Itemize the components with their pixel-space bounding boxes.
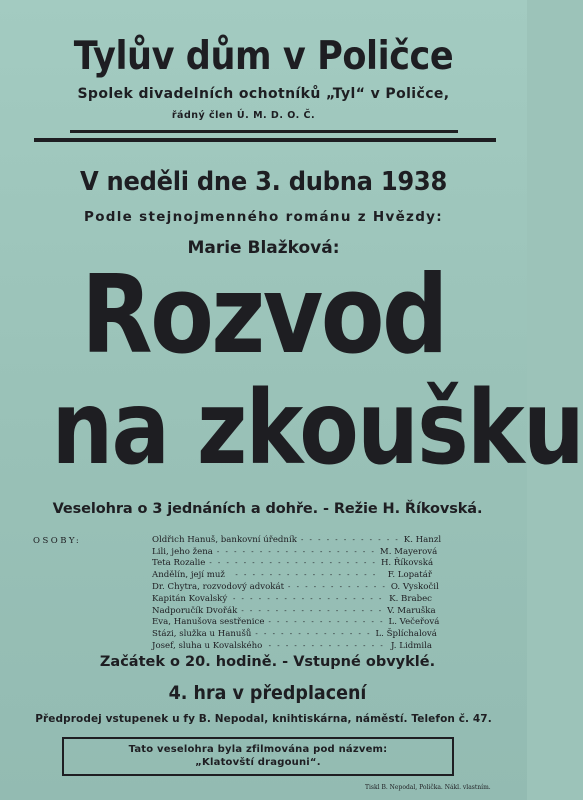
- cast-actor: M. Mayerová: [379, 546, 438, 557]
- cast-row: [152, 569, 432, 581]
- cast-actor: K. Hanzl: [403, 534, 442, 545]
- film-notice-box: [62, 737, 454, 776]
- presale-info: Předprodej vstupenek u fy B. Nepodal, knihtiskárna, náměstí. Telefon č. 47.: [35, 713, 492, 725]
- genre-and-director: Veselohra o 3 jednáních a dohře. - Režie H. Říkovská.: [52, 501, 483, 517]
- cast-actor: F. Lopatář: [387, 570, 432, 581]
- cast-row: [152, 558, 432, 570]
- cast-actor: O. Vyskočil: [390, 582, 439, 593]
- top-rule-thick: [34, 138, 496, 142]
- cast-row: [152, 534, 442, 546]
- cast-role: Andělín, její muž: [152, 570, 225, 581]
- play-title-line1: Rozvod: [81, 253, 446, 378]
- cast-actor: L. Šplíchalová: [375, 629, 437, 640]
- cast-list: [152, 534, 442, 652]
- cast-row: [152, 628, 437, 640]
- cast-row: [152, 605, 436, 617]
- cast-actor: K. Brabec: [389, 593, 432, 604]
- society-name: Spolek divadelních ochotníků „Tyl“ v Poličce,: [77, 86, 450, 102]
- cast-actor: L. Večeřová: [388, 617, 440, 628]
- membership-note: řádný člen Ú. M. D. O. Č.: [171, 110, 316, 121]
- cast-role: Teta Rozalie: [152, 558, 206, 569]
- performance-date: V neděli dne 3. dubna 1938: [79, 167, 448, 197]
- author-name: Marie Blažková:: [187, 238, 340, 258]
- leader-dots: - - - - - - - - - - - -: [300, 535, 400, 544]
- cast-role: Stázi, služka u Hanušů: [152, 629, 252, 640]
- cast-role: Josef, sluha u Kovalského: [152, 641, 263, 652]
- leader-dots: - - - - - - - - - - - - - -: [268, 618, 385, 627]
- leader-dots: - - - - - - - - - - - - - -: [268, 642, 385, 651]
- leader-dots: - - - - - - - - - - - - - - - - - - - -: [209, 559, 377, 568]
- leader-dots: - - - - - - - - - - - - - - - - - -: [232, 594, 384, 603]
- printer-imprint: Tiskl B. Nepodal, Polička. Nákl. vlastním.: [365, 784, 491, 791]
- cast-row: [152, 593, 432, 605]
- play-title-line2: na zkoušku: [51, 369, 583, 488]
- film-title: „Klatovští dragouni“.: [195, 757, 321, 768]
- top-rule-thin: [70, 130, 458, 133]
- cast-actor: J. Lidmila: [391, 641, 432, 652]
- venue-title: Tylův dům v Poličce: [73, 34, 454, 79]
- cast-actor: H. Říkovská: [380, 558, 434, 569]
- cast-role: Nadporučík Dvořák: [152, 605, 238, 616]
- leader-dots: - - - - - - - - - - - - - - - - - - -: [216, 547, 376, 556]
- cast-row: [152, 546, 438, 558]
- cast-role: Oldřich Hanuš, bankovní úředník: [152, 534, 297, 545]
- film-notice-text: Tato veselohra byla zfilmována pod názvem:: [128, 744, 388, 755]
- leader-dots: - - - - - - - - - - - - - - - - -: [241, 606, 384, 615]
- cast-label: OSOBY:: [33, 536, 82, 546]
- source-note: Podle stejnojmenného románu z Hvězdy:: [84, 209, 443, 225]
- leader-dots: - - - - - - - - - - - - - - - - -: [235, 571, 378, 580]
- cast-row: [152, 640, 432, 652]
- leader-dots: - - - - - - - - - - - - - -: [255, 630, 372, 639]
- leader-dots: - - - - - - - - - - - -: [288, 583, 387, 592]
- cast-role: Lili, jeho žena: [152, 546, 213, 557]
- cast-role: Kapitán Kovalský: [152, 593, 228, 604]
- cast-row: [152, 581, 439, 593]
- subscription-note: 4. hra v předplacení: [168, 682, 367, 704]
- start-time: Začátek o 20. hodině. - Vstupné obvyklé.: [99, 654, 436, 670]
- cast-actor: V. Maruška: [387, 605, 436, 616]
- cast-row: [152, 617, 440, 629]
- cast-role: Eva, Hanušova sestřenice: [152, 617, 265, 628]
- cast-role: Dr. Chytra, rozvodový advokát: [152, 582, 285, 593]
